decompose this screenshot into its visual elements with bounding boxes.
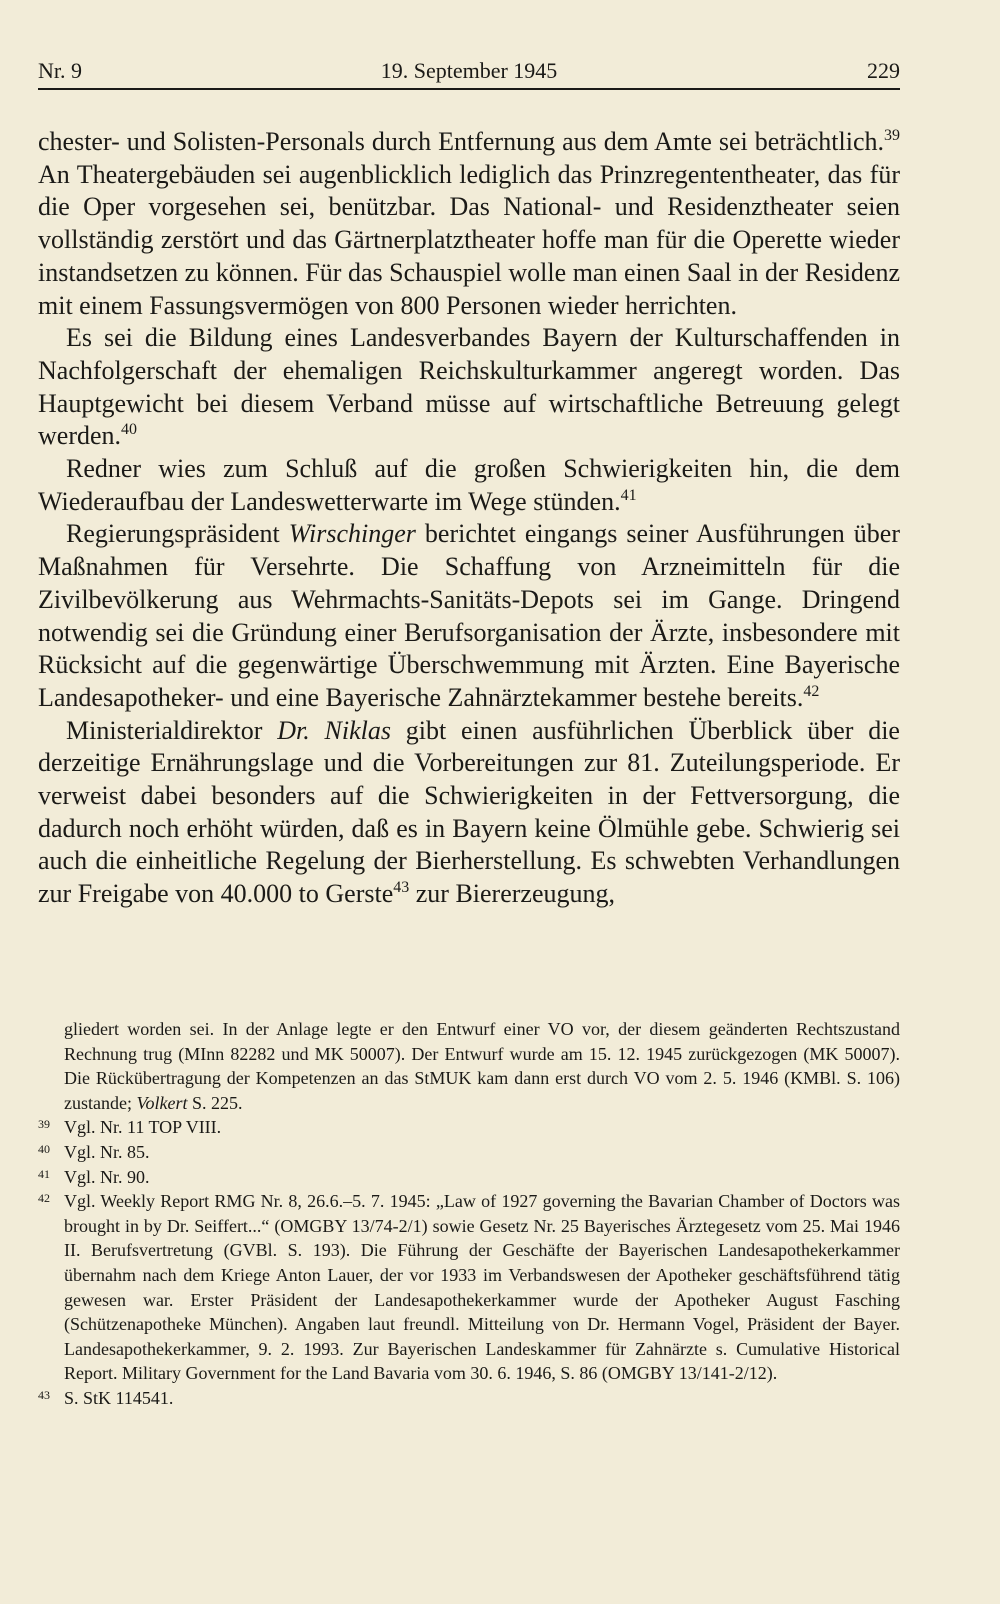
footnote-continuation xyxy=(64,1017,900,1115)
paragraph-wetterwarte xyxy=(38,453,900,518)
footnote-text: Vgl. Nr. 85. xyxy=(64,1141,150,1162)
author-name: Volkert xyxy=(136,1092,188,1113)
footnote-43 xyxy=(38,1386,900,1411)
footnote-42 xyxy=(38,1189,900,1386)
speaker-name: Dr. Niklas xyxy=(277,715,391,745)
footnote-text: S. StK 114541. xyxy=(64,1387,174,1408)
speaker-name: Wirschinger xyxy=(288,519,416,549)
paragraph-niklas xyxy=(38,715,900,911)
footnote-text: gliedert worden sei. In der Anlage legte er den Entwurf einer VO vor, der diesem geänderten Rechtszustand Rechnung trug (MInn 82282 und MK 50007). Der Entwurf wurde am 15. 12. 1945 zurückgezogen (MK 50007). Die Rückübertragung der Kompetenzen an das StMUK kam dann erst durch VO vom 2. 5. 1946 (KMBl. S. 106) zustande; xyxy=(64,1019,900,1113)
paragraph-text: Ministerialdirektor xyxy=(66,715,278,745)
footnote-number: 40 xyxy=(38,1141,50,1156)
footnote-text: Vgl. Nr. 11 TOP VIII. xyxy=(64,1117,222,1138)
paragraph-wirschinger xyxy=(38,518,900,714)
footnote-number: 42 xyxy=(38,1191,50,1206)
footnote-ref-39[interactable]: 39 xyxy=(884,127,900,144)
paragraph-text: gibt einen ausführlichen Überblick über die derzeitige Ernährungslage und die Vorbereitungen zur 81. Zuteilungsperiode. Er verweist dabei besonders auf die Schwierigkeiten in der Fettversorgung, die dadurch noch erhöht würden, daß es in Bayern keine Ölmühle gebe. Schwierig sei auch die einheitliche Regelung der Bierherstellung. Es schwebten Verhandlungen zur Freigabe von 40.000 to Gerste xyxy=(38,715,900,909)
header-rule xyxy=(38,88,900,90)
paragraph-text: Es sei die Bildung eines Landesverbandes Bayern der Kulturschaffenden in Nachfolgerschaft der ehemaligen Reichskulturkammer angeregt worden. Das Hauptgewicht bei diesem Verband müsse auf wirtschaftliche Betreuung gelegt werden. xyxy=(38,323,900,451)
footnote-40 xyxy=(38,1140,900,1165)
document-page xyxy=(38,0,900,1604)
header-date: 19. September 1945 xyxy=(380,58,558,83)
footnote-text: Vgl. Weekly Report RMG Nr. 8, 26.6.–5. 7. 1945: „Law of 1927 governing the Bavarian Chamber of Doctors was brought in by Dr. Seiffert...“ (OMGBY 13/74-2/1) sowie Gesetz Nr. 25 Bayerisches Ärztegesetz vom 25. Mai 1946 II. Berufsvertretung (GVBl. S. 193). Die Führung der Geschäfte der Bayerischen Landesapothekerkammer übernahm nach dem Kriege Anton Lauer, der vor 1933 im Verbandswesen der Apotheker geschäftsführend tätig gewesen war. Erster Präsident der Landesapothekerkammer wurde der Apotheker August Fasching (Schützenapotheke München). Angaben laut freundl. Mitteilung von Dr. Hermann Vogel, Präsident der Bayer. Landesapothekerkammer, 9. 2. 1993. Zur Bayerischen Landeskammer für Zahnärzte s. Cumulative Historical Report. Military Government for the Land Bavaria vom 30. 6. 1946, S. 86 (OMGBY 13/141-2/12). xyxy=(64,1191,900,1384)
page-number: 229 xyxy=(867,58,900,83)
running-header xyxy=(38,55,900,87)
paragraph-text: chester- und Solisten-Personals durch Entfernung aus dem Amte sei beträchtlich. xyxy=(38,127,884,156)
paragraph-text: An Theatergebäuden sei augenblicklich lediglich das Prinzregententheater, das für die Oper vorgesehen sei, benützbar. Das National- und Residenztheater seien vollständig zerstört und das Gärtnerplatztheater hoffe man für die Operette wieder instandsetzen zu können. Für das Schauspiel wolle man einen Saal in der Residenz mit einem Fassungsvermögen von 800 Personen wieder herrichten. xyxy=(38,159,900,320)
footnote-ref-40[interactable]: 40 xyxy=(121,421,138,439)
footnote-number: 41 xyxy=(38,1166,50,1181)
paragraph-text: zur Biererzeugung, xyxy=(409,879,615,909)
paragraph-landesverband xyxy=(38,322,900,453)
paragraph-text: Regierungspräsident xyxy=(66,519,289,549)
footnote-41 xyxy=(38,1165,900,1190)
footnotes xyxy=(38,1017,900,1411)
paragraph-theater xyxy=(38,126,900,322)
paragraph-text: berichtet eingangs seiner Ausführungen über Maßnahmen für Versehrte. Die Schaffung von Arzneimitteln für die Zivilbevölkerung aus Wehrmachts-Sanitäts-Depots sei im Gange. Dringend notwendig sei die Gründung einer Berufsorganisation der Ärzte, insbesondere mit Rücksicht auf die gegenwärtige Überschwemmung mit Ärzten. Eine Bayerische Landesapotheker- und eine Bayerische Zahnärztekammer bestehe bereits. xyxy=(38,519,900,712)
main-text xyxy=(38,126,900,911)
footnote-ref-42[interactable]: 42 xyxy=(803,682,820,700)
issue-number: Nr. 9 xyxy=(38,58,82,83)
footnote-ref-43[interactable]: 43 xyxy=(393,879,410,897)
footnote-text: Vgl. Nr. 90. xyxy=(64,1166,150,1187)
footnote-ref-41[interactable]: 41 xyxy=(620,486,637,504)
paragraph-text: Redner wies zum Schluß auf die großen Schwierigkeiten hin, die dem Wiederaufbau der Landeswetterwarte im Wege stünden. xyxy=(38,454,900,516)
footnote-39 xyxy=(38,1115,900,1140)
footnote-number: 39 xyxy=(38,1117,50,1132)
footnote-text: S. 225. xyxy=(187,1092,243,1113)
footnote-number: 43 xyxy=(38,1387,50,1402)
